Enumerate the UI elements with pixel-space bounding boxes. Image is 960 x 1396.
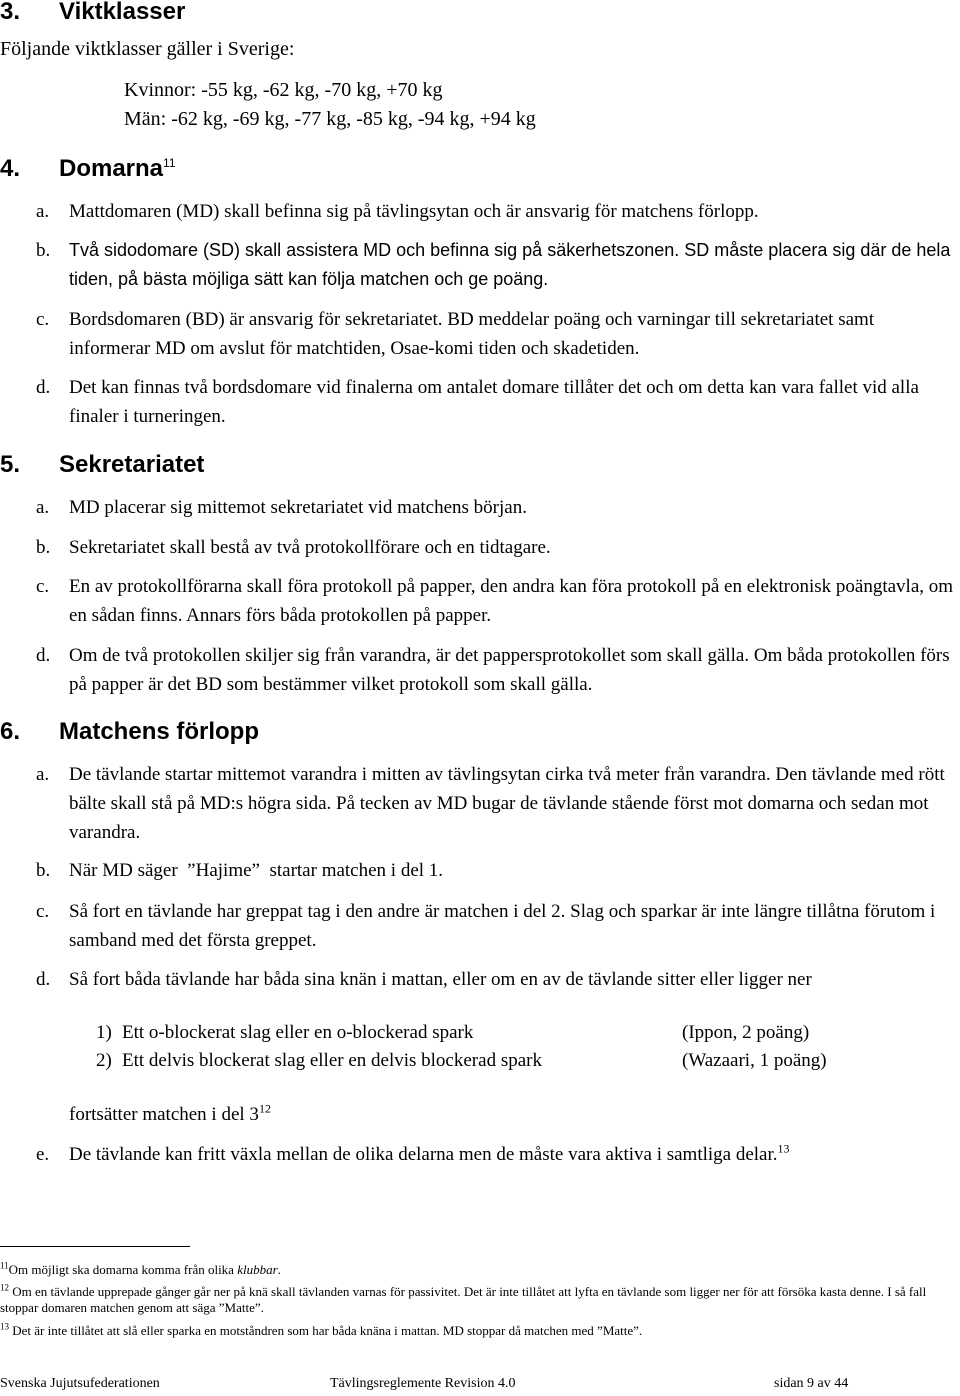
list-label: a.: [36, 764, 50, 785]
footnote-italic: klubbar: [237, 1262, 278, 1277]
sublist-text: Ett o-blockerat slag eller en o-blockerad spark: [122, 1022, 474, 1043]
sublist-number: 1): [96, 1022, 112, 1043]
list-text: De tävlande startar mittemot varandra i mitten av tävlingsytan cirka två meter från varandra. Den tävlande med rött bälte skall stå på MD:s högra sida. På tecken av MD bugar de tävlande stående först mot domarna och sedan mot varandra.: [69, 764, 945, 843]
list-text: Det kan finnas två bordsdomare vid finalerna om antalet domare tillåter det och om detta kan vara fallet vid alla finaler i turneringen.: [69, 377, 919, 427]
list-text: När MD säger ”Hajime” startar matchen i del 1.: [69, 860, 444, 881]
list-text: MD placerar sig mittemot sekretariatet vid matchens början.: [69, 497, 527, 518]
section-6-heading: [0, 718, 260, 746]
section-3-number: 3.: [0, 0, 21, 25]
list-text: Två sidodomare (SD) skall assistera MD och befinna sig på säkerhetszonen. SD måste placera sig där de hela tiden, på bästa möjliga sätt kan följa matchen och ge poäng.: [69, 240, 951, 289]
list-text: Sekretariatet skall bestå av två protokollförare och en tidtagare.: [69, 537, 551, 558]
footer-page-number: sidan 9 av 44: [774, 1376, 849, 1391]
continue-text: [69, 1100, 271, 1129]
list-text: Bordsdomaren (BD) är ansvarig för sekretariatet. BD meddelar poäng och varningar till sekretariatet samt informerar MD om avslut för matchtiden, Osae-komi tiden och skadetiden.: [69, 309, 875, 359]
list-text: Mattdomaren (MD) skall befinna sig på tävlingsytan och är ansvarig för matchens förlopp.: [69, 201, 759, 222]
footnote-11: [0, 1262, 960, 1278]
sublist-item: [96, 1018, 916, 1047]
list-text: En av protokollförarna skall föra protokoll på papper, den andra kan föra protokoll på en elektronisk poängtavla, om en sådan finns. Annars förs båda protokollen på papper.: [69, 576, 954, 626]
list-text: Så fort båda tävlande har båda sina knän i mattan, eller om en av de tävlande sitter eller ligger ner: [69, 969, 812, 990]
footnote-text: Det är inte tillåtet att slå eller sparka en motståndren som har båda knäna i mattan. MD stoppar då matchen med ”Matte”.: [9, 1323, 643, 1338]
list-label: e.: [36, 1144, 50, 1165]
footnote-number: 11: [0, 1260, 9, 1271]
list-label: b.: [36, 537, 51, 558]
footnote-number: 12: [0, 1282, 9, 1293]
list-text: Så fort en tävlande har greppat tag i den andre är matchen i del 2. Slag och sparkar är inte längre tillåtna förutom i samband med det första greppet.: [69, 901, 936, 951]
footnote-ref-11: 11: [163, 156, 176, 170]
footnote-12: [0, 1284, 958, 1316]
section-4-heading: [0, 155, 176, 183]
list-text: Om de två protokollen skiljer sig från varandra, är det pappersprotokollet som skall gälla. Om båda protokollen förs på papper är det BD som bestämmer vilket protokoll som skall gälla.: [69, 645, 950, 695]
list-label: d.: [36, 645, 51, 666]
list-label: a.: [36, 497, 50, 518]
section-3-heading: [0, 0, 186, 26]
list-label: b.: [36, 240, 51, 261]
list-label: c.: [36, 901, 50, 922]
list-label: c.: [36, 309, 50, 330]
list-text: [69, 1140, 960, 1169]
footnote-ref-12: 12: [258, 1101, 271, 1116]
section-6-title: Matchens förlopp: [59, 718, 260, 745]
sublist-text: Ett delvis blockerat slag eller en delvis blockerad spark: [122, 1050, 542, 1071]
sublist-item: [96, 1046, 916, 1075]
footnote-divider: [0, 1246, 190, 1247]
sublist-number: 2): [96, 1050, 112, 1071]
section-3-title: Viktklasser: [59, 0, 186, 25]
sublist-score: (Ippon, 2 poäng): [682, 1022, 810, 1043]
list-label: a.: [36, 201, 50, 222]
footer-document-title: Tävlingsreglemente Revision 4.0: [330, 1376, 516, 1391]
section-5-heading: [0, 451, 205, 479]
section-5-title: Sekretariatet: [59, 451, 205, 478]
section-6-number: 6.: [0, 718, 21, 745]
section-4-number: 4.: [0, 155, 21, 182]
section-5-number: 5.: [0, 451, 21, 478]
list-label: d.: [36, 969, 51, 990]
footnote-ref-13: 13: [777, 1141, 790, 1156]
continue-label: fortsätter matchen i del 3: [69, 1104, 259, 1125]
weight-intro: Följande viktklasser gäller i Sverige:: [0, 38, 295, 60]
weight-men: Män: -62 kg, -69 kg, -77 kg, -85 kg, -94 kg, +94 kg: [124, 108, 536, 130]
footnote-13: [0, 1323, 960, 1339]
footnote-tail: .: [277, 1262, 281, 1277]
list-text-body: De tävlande kan fritt växla mellan de olika delarna men de måste vara aktiva i samtliga delar.: [69, 1144, 778, 1165]
footer-organization: Svenska Jujutsufederationen: [0, 1376, 160, 1391]
section-4-title: Domarna: [59, 155, 164, 182]
list-label: b.: [36, 860, 51, 881]
weight-women: Kvinnor: -55 kg, -62 kg, -70 kg, +70 kg: [124, 79, 443, 101]
sublist-score: (Wazaari, 1 poäng): [682, 1050, 827, 1071]
footnote-number: 13: [0, 1321, 9, 1332]
list-label: c.: [36, 576, 50, 597]
footnote-text: Om en tävlande upprepade gånger går ner på knä skall tävlanden varnas för passivitet. Det är inte tillåtet att lyfta en tävlande som ligger ner för att försöka kasta denne. I så fall stoppar domaren matchen genom att säga ”Matte”.: [0, 1284, 927, 1315]
footnote-text: Om möjligt ska domarna komma från olika: [8, 1262, 238, 1277]
list-label: d.: [36, 377, 51, 398]
